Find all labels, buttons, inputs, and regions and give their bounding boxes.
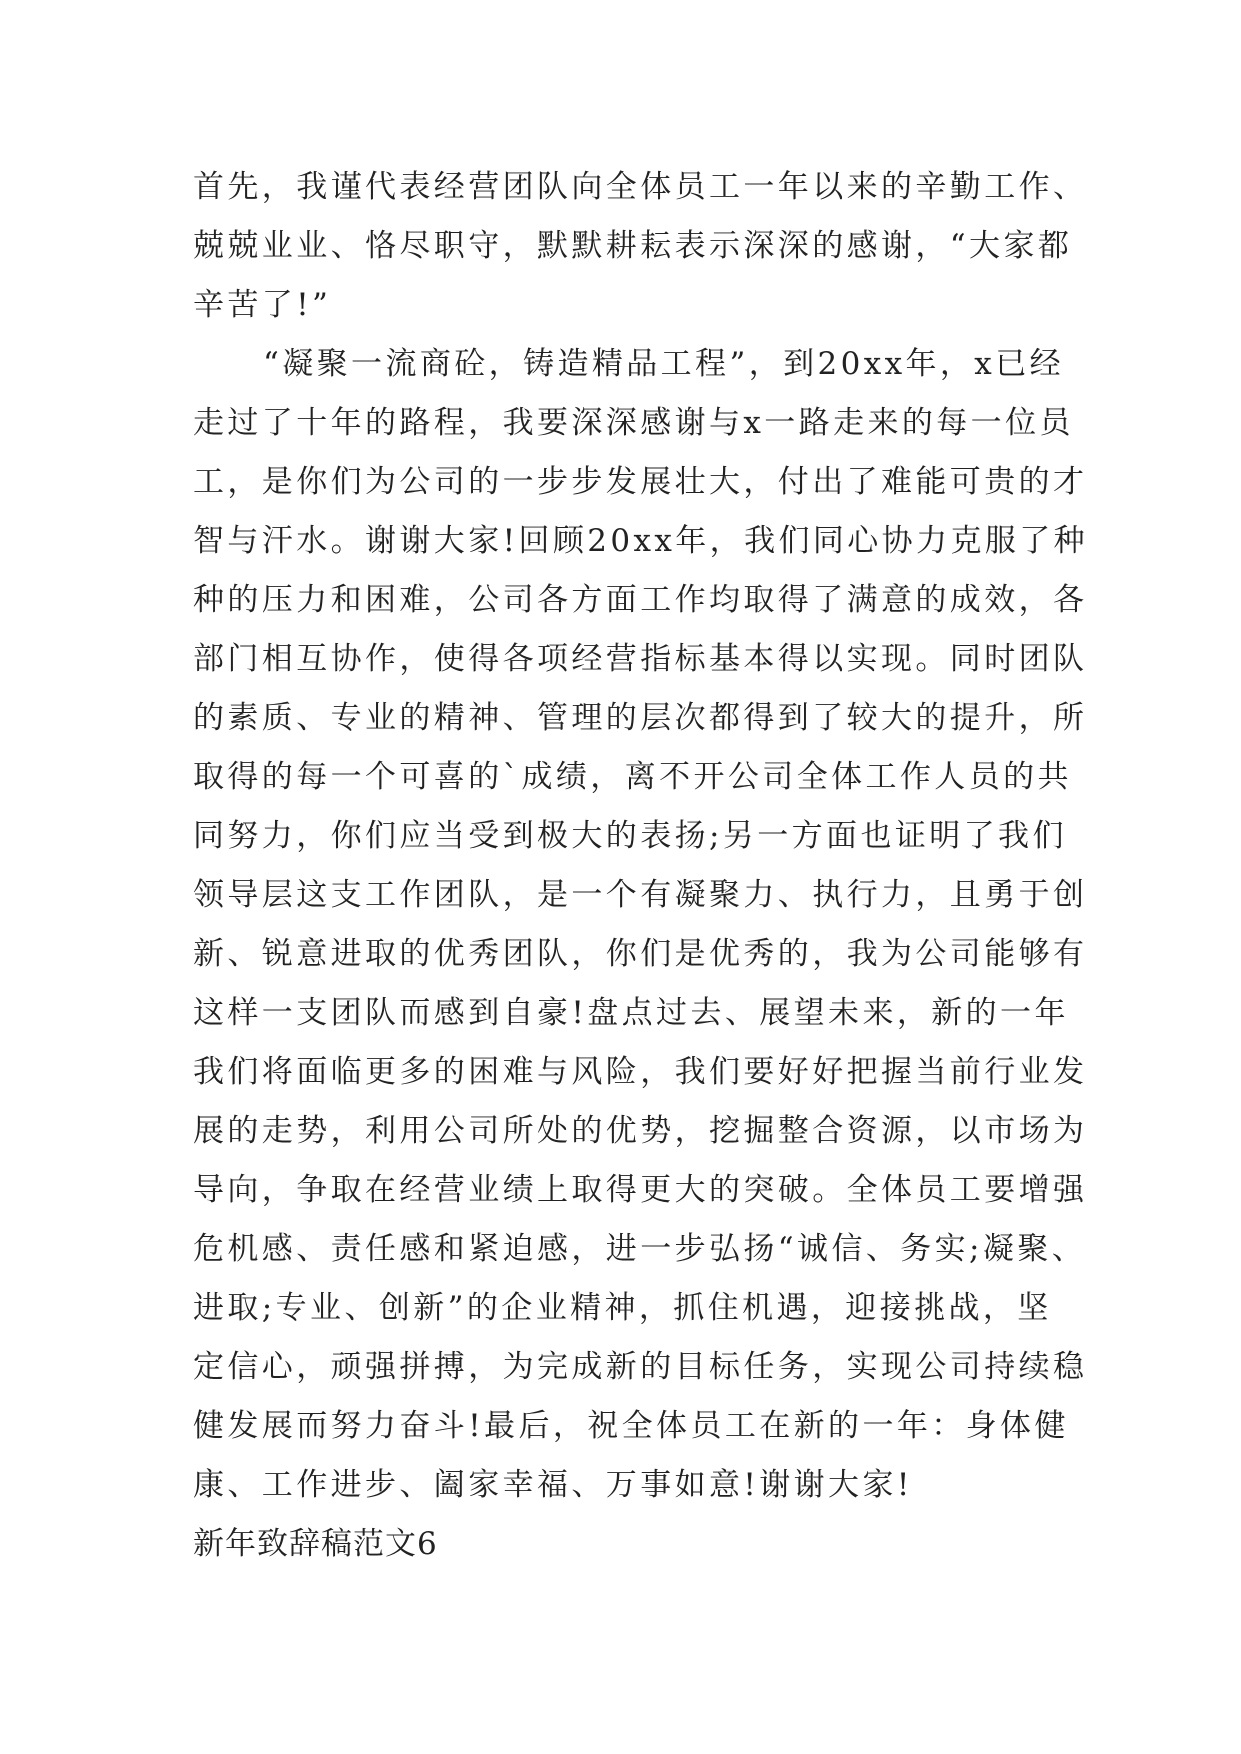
text-line: “凝聚一流商砼，铸造精品工程”，到20xx年，x已经	[263, 346, 1064, 382]
document-body	[193, 158, 1089, 1574]
text-line: 危机感、责任感和紧迫感，进一步弘扬“诚信、务实;凝聚、	[193, 1231, 1087, 1267]
text-line: 辛苦了!”	[193, 287, 332, 323]
text-line: 取得的每一个可喜的`成绩，离不开公司全体工作人员的共	[193, 759, 1072, 795]
text-line: 展的走势，利用公司所处的优势，挖掘整合资源，以市场为	[193, 1113, 1088, 1149]
text-line: 进取;专业、创新”的企业精神，抓住机遇，迎接挑战，坚	[193, 1290, 1052, 1326]
text-line: 首先，我谨代表经营团队向全体员工一年以来的辛勤工作、	[193, 169, 1088, 205]
text-line: 健发展而努力奋斗!最后，祝全体员工在新的一年：身体健	[193, 1408, 1069, 1444]
text-line: 康、工作进步、阖家幸福、万事如意!谢谢大家!	[193, 1467, 913, 1503]
text-line: 新、锐意进取的优秀团队，你们是优秀的，我为公司能够有	[193, 936, 1088, 972]
text-line: 种的压力和困难，公司各方面工作均取得了满意的成效，各	[193, 582, 1088, 618]
text-line: 导向，争取在经营业绩上取得更大的突破。全体员工要增强	[193, 1172, 1088, 1208]
text-line: 走过了十年的路程，我要深深感谢与x一路走来的每一位员	[193, 405, 1074, 441]
text-line: 领导层这支工作团队，是一个有凝聚力、执行力，且勇于创	[193, 877, 1088, 913]
text-line: 这样一支团队而感到自豪!盘点过去、展望未来，新的一年	[193, 995, 1069, 1031]
text-line: 部门相互协作，使得各项经营指标基本得以实现。同时团队	[193, 641, 1088, 677]
text-line: 的素质、专业的精神、管理的层次都得到了较大的提升，所	[193, 700, 1088, 736]
text-line: 定信心，顽强拼搏，为完成新的目标任务，实现公司持续稳	[193, 1349, 1088, 1385]
text-line: 智与汗水。谢谢大家!回顾20xx年，我们同心协力克服了种	[193, 523, 1089, 559]
text-line: 同努力，你们应当受到极大的表扬;另一方面也证明了我们	[193, 818, 1067, 854]
text-line: 兢兢业业、恪尽职守，默默耕耘表示深深的感谢，“大家都	[193, 228, 1073, 264]
text-line: 工，是你们为公司的一步步发展壮大，付出了难能可贵的才	[193, 464, 1088, 500]
section-heading: 新年致辞稿范文6	[193, 1526, 438, 1562]
text-line: 我们将面临更多的困难与风险，我们要好好把握当前行业发	[193, 1054, 1088, 1090]
